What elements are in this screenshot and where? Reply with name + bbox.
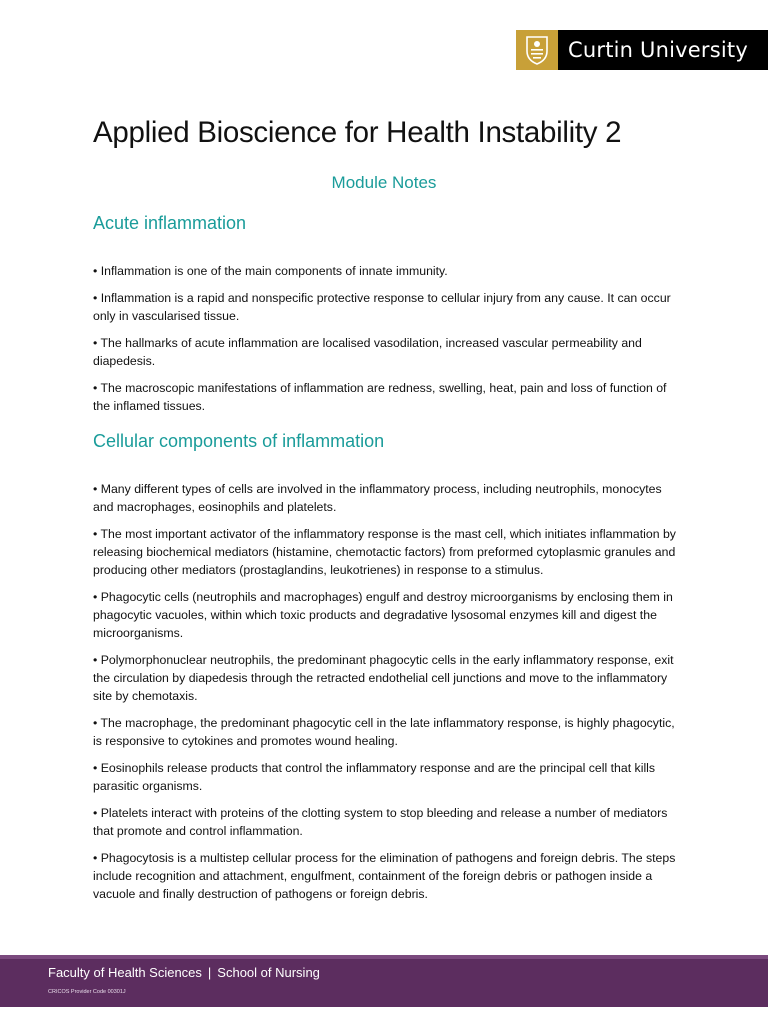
bullet-item: • Polymorphonuclear neutrophils, the predominant phagocytic cells in the early inflammatory response, exit the circulation by diapedesis through the retracted endothelial cell junctions and move to the inflammatory site by chemotaxis. [93,653,674,703]
curtin-logo [516,30,768,70]
bullet-item: • Many different types of cells are involved in the inflammatory process, including neutrophils, monocytes and macrophages, eosinophils and platelets. [93,482,662,514]
document-subtitle: Module Notes [331,173,437,192]
bullet-item: • Phagocytosis is a multistep cellular process for the elimination of pathogens and foreign debris. The steps include recognition and attachment, engulfment, containment of the foreign debris or pathogen inside a vacuole and finally destruction of pathogens or foreign debris. [93,851,676,901]
bullet-item: • The macroscopic manifestations of inflammation are redness, swelling, heat, pain and loss of function of the inflamed tissues. [93,381,667,413]
footer-separator: | [207,965,212,980]
document-title: Applied Bioscience for Health Instability 2 [93,116,622,149]
bullet-item: • The macrophage, the predominant phagocytic cell in the late inflammatory response, is highly phagocytic, is responsive to cytokines and promotes wound healing. [93,716,675,748]
curtin-crest-icon [516,30,558,70]
section-heading: Acute inflammation [93,213,247,233]
section-acute-inflammation [93,213,678,415]
bullet-item: • Platelets interact with proteins of the clotting system to stop bleeding and release a number of mediators that promote and control inflammation. [93,806,668,838]
bullet-item: • Eosinophils release products that control the inflammatory response and are the principal cell that kills parasitic organisms. [93,761,656,793]
footer-faculty: Faculty of Health Sciences [48,965,202,980]
bullet-item: • Inflammation is a rapid and nonspecific protective response to cellular injury from any cause. It can occur only in vascularised tissue. [93,291,671,323]
bullet-item: • Inflammation is one of the main components of innate immunity. [93,264,448,278]
section-cellular-components [93,431,678,903]
bullet-list [93,480,678,903]
bullet-item: • The most important activator of the inflammatory response is the mast cell, which initiates inflammation by releasing biochemical mediators (histamine, chemotactic factors) from preformed cytoplasmic granules and producing other mediators (prostaglandins, leukotrienes) in response to a stimulus. [93,527,676,577]
footer-school: School of Nursing [217,965,320,980]
page-footer [0,955,768,1007]
footer-credits [48,965,320,980]
bullet-item: • The hallmarks of acute inflammation are localised vasodilation, increased vascular permeability and diapedesis. [93,336,642,368]
section-heading: Cellular components of inflammation [93,431,385,451]
document-body [93,210,678,912]
logo-text: Curtin University [568,38,748,62]
footer-cricos-code: CRICOS Provider Code 00301J [48,989,126,995]
bullet-item: • Phagocytic cells (neutrophils and macrophages) engulf and destroy microorganisms by enclosing them in phagocytic vacuoles, within which toxic products and degradative lysosomal enzymes kill and digest the microorganisms. [93,590,673,640]
bullet-list [93,262,678,415]
